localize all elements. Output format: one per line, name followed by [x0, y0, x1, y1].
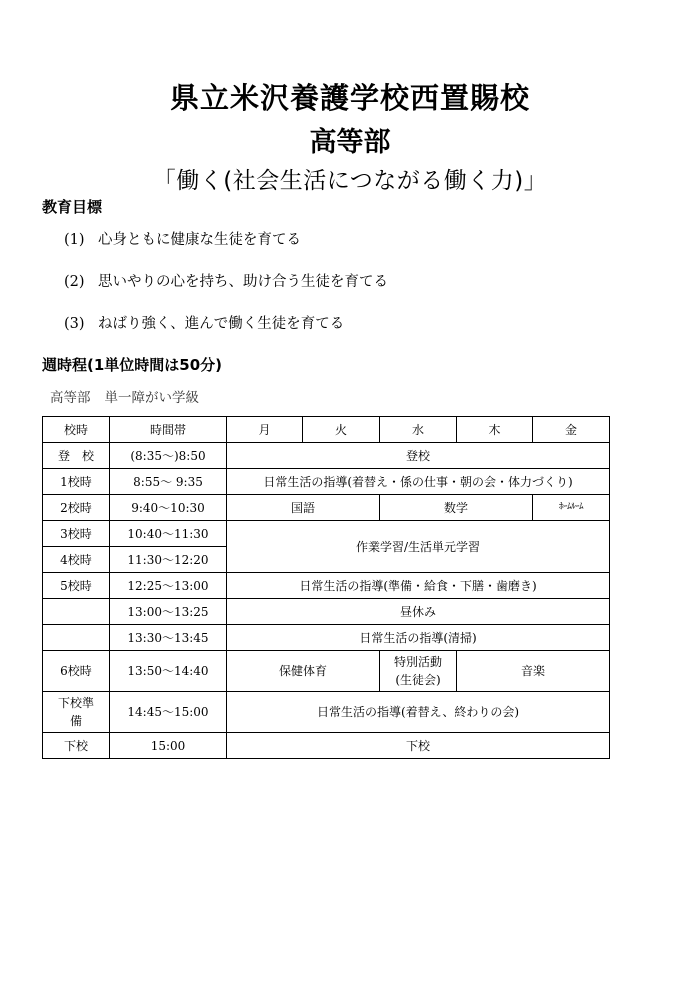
time-cell: 9:40～10:30 [110, 495, 227, 521]
subject-cell: ﾎｰﾑﾙｰﾑ [533, 495, 610, 521]
period-cell [43, 692, 110, 733]
activity-cell: 登校 [227, 443, 610, 469]
schedule-subtitle [50, 386, 199, 406]
time-cell: 13:50～14:40 [110, 651, 227, 692]
schedule-table [42, 416, 610, 759]
column-header: 火 [303, 417, 380, 443]
column-header: 水 [380, 417, 457, 443]
table-row [43, 573, 610, 599]
schedule-heading: 週時程(1単位時間は50分) [42, 356, 223, 374]
goal-number: (3) [64, 316, 85, 332]
column-header: 時間帯 [110, 417, 227, 443]
subject-cell: 音楽 [457, 651, 610, 692]
period-cell [43, 625, 110, 651]
period-cell: 5校時 [43, 573, 110, 599]
table-row [43, 599, 610, 625]
period-cell: 下校 [43, 733, 110, 759]
subject-cell [380, 651, 457, 692]
table-row [43, 443, 610, 469]
time-cell: 10:40～11:30 [110, 521, 227, 547]
time-cell: 13:00～13:25 [110, 599, 227, 625]
activity-cell: 日常生活の指導(清掃) [227, 625, 610, 651]
table-row [43, 651, 610, 692]
table-row [43, 733, 610, 759]
column-header: 木 [457, 417, 533, 443]
time-cell: 8:55～ 9:35 [110, 469, 227, 495]
goal-text: 心身ともに健康な生徒を育てる [98, 232, 301, 248]
table-row [43, 495, 610, 521]
goal-item [64, 312, 344, 333]
time-cell: 13:30～13:45 [110, 625, 227, 651]
goal-number: (2) [64, 274, 85, 290]
column-header: 金 [533, 417, 610, 443]
table-row [43, 469, 610, 495]
goals-heading: 教育目標 [42, 198, 103, 216]
table-header-row [43, 417, 610, 443]
activity-cell: 日常生活の指導(準備・給食・下膳・歯磨き) [227, 573, 610, 599]
table-row [43, 692, 610, 733]
theme-title: 「働く(社会生活につながる働く力)」 [152, 168, 548, 194]
period-cell: 2校時 [43, 495, 110, 521]
activity-cell: 昼休み [227, 599, 610, 625]
school-name: 県立米沢養護学校西置賜校 [169, 81, 530, 115]
time-cell: 11:30～12:20 [110, 547, 227, 573]
activity-cell: 作業学習/生活単元学習 [227, 521, 610, 573]
subject-line: 特別活動 [393, 655, 442, 669]
period-cell: 3校時 [43, 521, 110, 547]
activity-cell: 下校 [227, 733, 610, 759]
column-header: 月 [227, 417, 303, 443]
period-cell [43, 599, 110, 625]
goal-item [64, 270, 388, 291]
subject-cell: 数学 [380, 495, 533, 521]
period-cell: 4校時 [43, 547, 110, 573]
department-title: 高等部 [309, 127, 391, 158]
time-cell: 12:25～13:00 [110, 573, 227, 599]
time-cell: 14:45～15:00 [110, 692, 227, 733]
period-line: 下校準 [57, 696, 94, 710]
sub-class: 単一障がい学級 [104, 390, 199, 406]
time-cell: (8:35～)8:50 [110, 443, 227, 469]
period-cell: 6校時 [43, 651, 110, 692]
subject-cell: 国語 [227, 495, 380, 521]
goal-item [64, 228, 301, 249]
sub-department: 高等部 [50, 390, 91, 406]
table-row [43, 521, 610, 547]
activity-cell: 日常生活の指導(着替え・係の仕事・朝の会・体力づくり) [227, 469, 610, 495]
time-cell: 15:00 [110, 733, 227, 759]
period-cell: 1校時 [43, 469, 110, 495]
goal-text: ねばり強く、進んで働く生徒を育てる [98, 316, 345, 332]
goal-number: (1) [64, 232, 85, 248]
column-header: 校時 [43, 417, 110, 443]
table-row [43, 625, 610, 651]
goal-text: 思いやりの心を持ち、助け合う生徒を育てる [98, 274, 388, 290]
period-cell: 登 校 [43, 443, 110, 469]
subject-line: (生徒会) [395, 673, 441, 687]
subject-cell: 保健体育 [227, 651, 380, 692]
activity-cell: 日常生活の指導(着替え、終わりの会) [227, 692, 610, 733]
period-line: 備 [69, 714, 82, 728]
